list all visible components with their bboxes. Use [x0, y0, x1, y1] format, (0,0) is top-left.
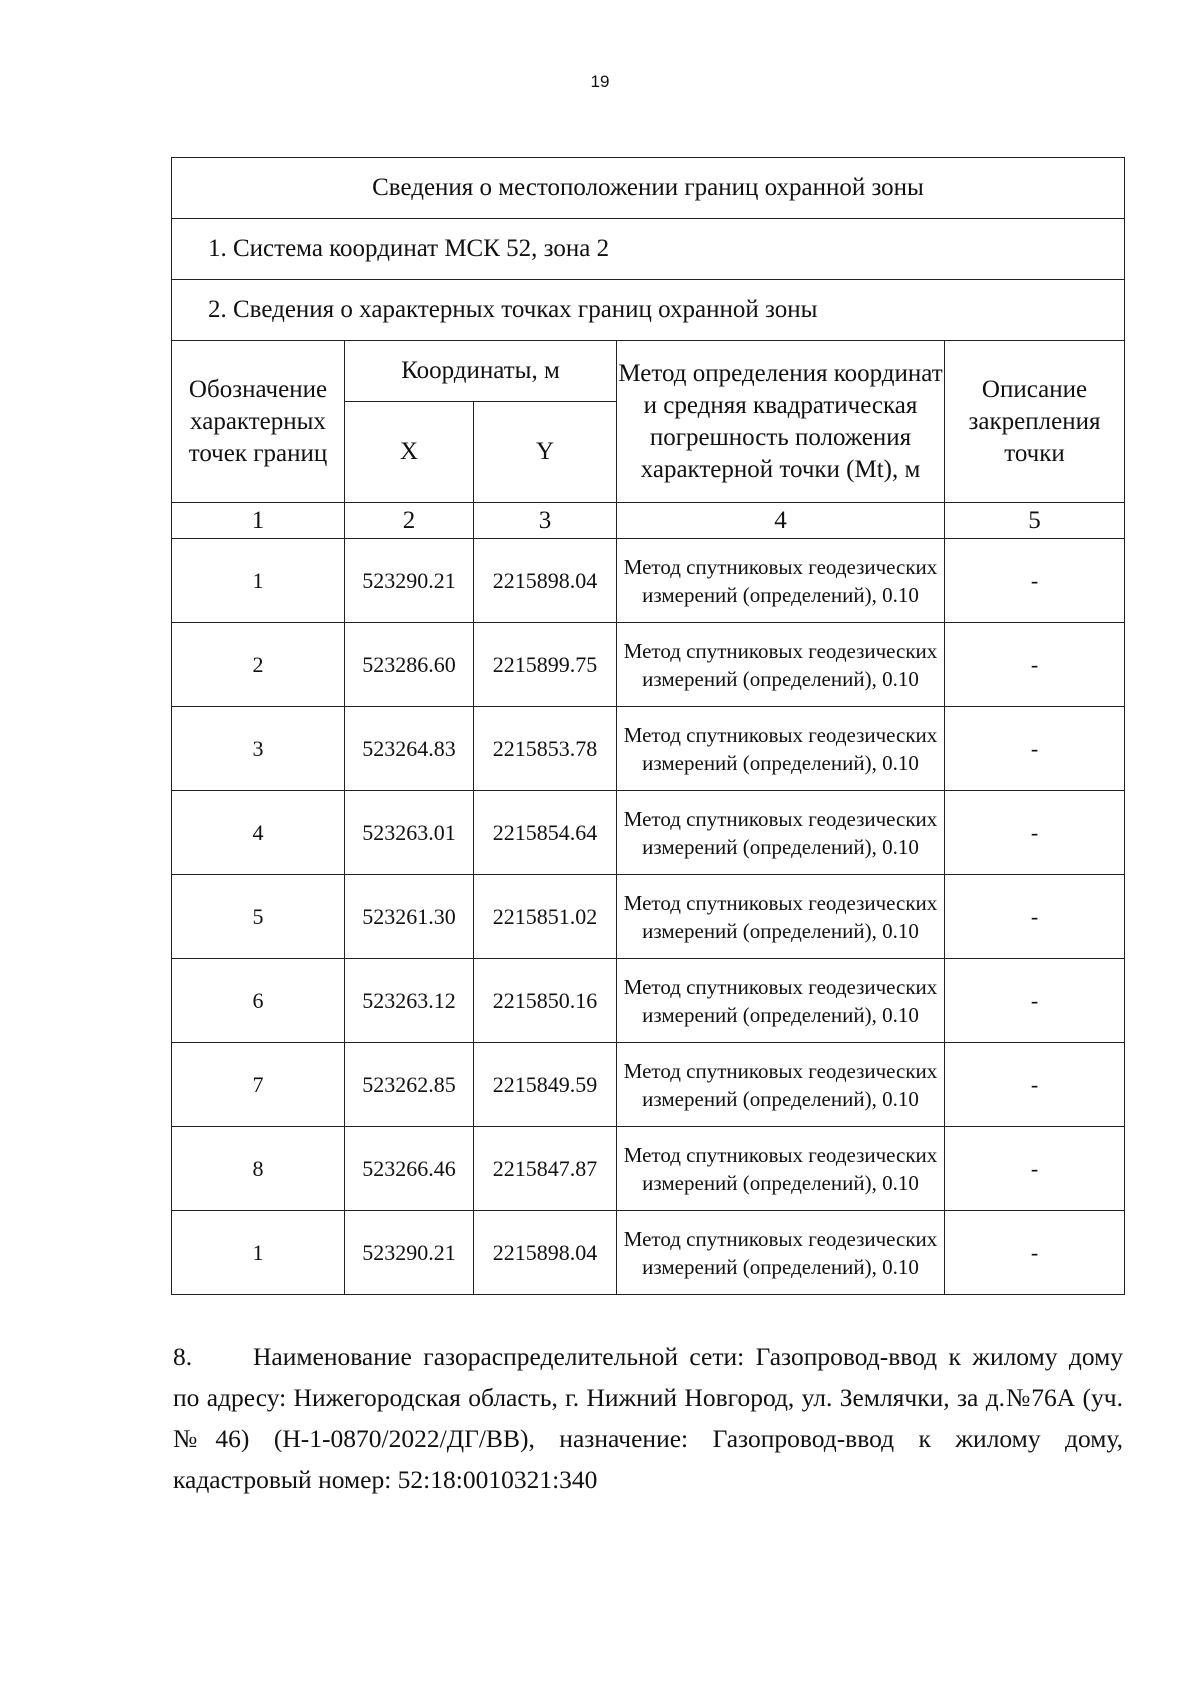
table-row	[172, 1127, 1125, 1211]
table-row	[172, 707, 1125, 791]
coordinate-x: 523264.83	[345, 707, 474, 791]
fixing-description: -	[945, 959, 1125, 1043]
column-index-row	[172, 503, 1125, 539]
column-index: 5	[945, 503, 1125, 539]
coordinate-x: 523290.21	[345, 1211, 474, 1295]
coordinate-system: 1. Система координат МСК 52, зона 2	[172, 219, 1125, 280]
header-coordinates: Координаты, м	[345, 341, 617, 402]
coordinate-y: 2215851.02	[474, 875, 617, 959]
table-row	[172, 539, 1125, 623]
coordinate-x: 523261.30	[345, 875, 474, 959]
coordinate-y: 2215849.59	[474, 1043, 617, 1127]
column-index: 3	[474, 503, 617, 539]
header-method: Метод определения координат и средняя квадратическая погрешность положения характерной точки (Mt), м	[617, 341, 945, 503]
column-index: 4	[617, 503, 945, 539]
page-number: 19	[590, 72, 610, 91]
coordinate-x: 523286.60	[345, 623, 474, 707]
fixing-description: -	[945, 707, 1125, 791]
method-accuracy: Метод спутниковых геодезических измерений (определений), 0.10	[617, 875, 945, 959]
table-row	[172, 1043, 1125, 1127]
table-row	[172, 791, 1125, 875]
point-designation: 7	[172, 1043, 345, 1127]
coordinate-x: 523290.21	[345, 539, 474, 623]
method-accuracy: Метод спутниковых геодезических измерений (определений), 0.10	[617, 1211, 945, 1295]
point-designation: 1	[172, 539, 345, 623]
coordinate-y: 2215899.75	[474, 623, 617, 707]
fixing-description: -	[945, 623, 1125, 707]
method-accuracy: Метод спутниковых геодезических измерений (определений), 0.10	[617, 1043, 945, 1127]
coordinate-y: 2215847.87	[474, 1127, 617, 1211]
coordinate-y: 2215898.04	[474, 1211, 617, 1295]
fixing-description: -	[945, 539, 1125, 623]
point-designation: 3	[172, 707, 345, 791]
point-designation: 5	[172, 875, 345, 959]
coordinate-x: 523262.85	[345, 1043, 474, 1127]
method-accuracy: Метод спутниковых геодезических измерений (определений), 0.10	[617, 539, 945, 623]
table-row	[172, 1211, 1125, 1295]
method-accuracy: Метод спутниковых геодезических измерений (определений), 0.10	[617, 1127, 945, 1211]
method-accuracy: Метод спутниковых геодезических измерений (определений), 0.10	[617, 707, 945, 791]
point-designation: 2	[172, 623, 345, 707]
header-description: Описание закрепления точки	[945, 341, 1125, 503]
table-title: Сведения о местоположении границ охранной зоны	[172, 158, 1125, 219]
method-accuracy: Метод спутниковых геодезических измерений (определений), 0.10	[617, 623, 945, 707]
table-row	[172, 623, 1125, 707]
fixing-description: -	[945, 1127, 1125, 1211]
boundary-points-table	[171, 157, 1125, 1295]
header-x: X	[345, 402, 474, 503]
fixing-description: -	[945, 1211, 1125, 1295]
table-row	[172, 959, 1125, 1043]
points-section-title: 2. Сведения о характерных точках границ охранной зоны	[172, 280, 1125, 341]
point-designation: 1	[172, 1211, 345, 1295]
paragraph-number: 8.	[173, 1342, 193, 1371]
point-designation: 8	[172, 1127, 345, 1211]
coordinate-y: 2215898.04	[474, 539, 617, 623]
coordinate-y: 2215854.64	[474, 791, 617, 875]
column-index: 2	[345, 503, 474, 539]
column-index: 1	[172, 503, 345, 539]
header-designation: Обозначение характерных точек границ	[172, 341, 345, 503]
fixing-description: -	[945, 875, 1125, 959]
coordinate-x: 523263.12	[345, 959, 474, 1043]
gas-network-paragraph	[173, 1336, 1123, 1500]
table-row	[172, 875, 1125, 959]
point-designation: 6	[172, 959, 345, 1043]
method-accuracy: Метод спутниковых геодезических измерений (определений), 0.10	[617, 791, 945, 875]
coordinate-y: 2215850.16	[474, 959, 617, 1043]
method-accuracy: Метод спутниковых геодезических измерений (определений), 0.10	[617, 959, 945, 1043]
point-designation: 4	[172, 791, 345, 875]
coordinate-y: 2215853.78	[474, 707, 617, 791]
header-y: Y	[474, 402, 617, 503]
paragraph-text: Наименование газораспределительной сети: Газопровод-ввод к жилому дому по адресу: Нижегородская область, г. Нижний Новгород, ул. Землячки, за д.№76А (уч.№46) (Н-1-0870/2022/ДГ/ВВ), назначение: Газопровод-ввод к жилому дому, кадастровый номер: 52:18:0010321:340	[173, 1342, 1123, 1494]
coordinate-x: 523266.46	[345, 1127, 474, 1211]
fixing-description: -	[945, 1043, 1125, 1127]
fixing-description: -	[945, 791, 1125, 875]
coordinate-x: 523263.01	[345, 791, 474, 875]
